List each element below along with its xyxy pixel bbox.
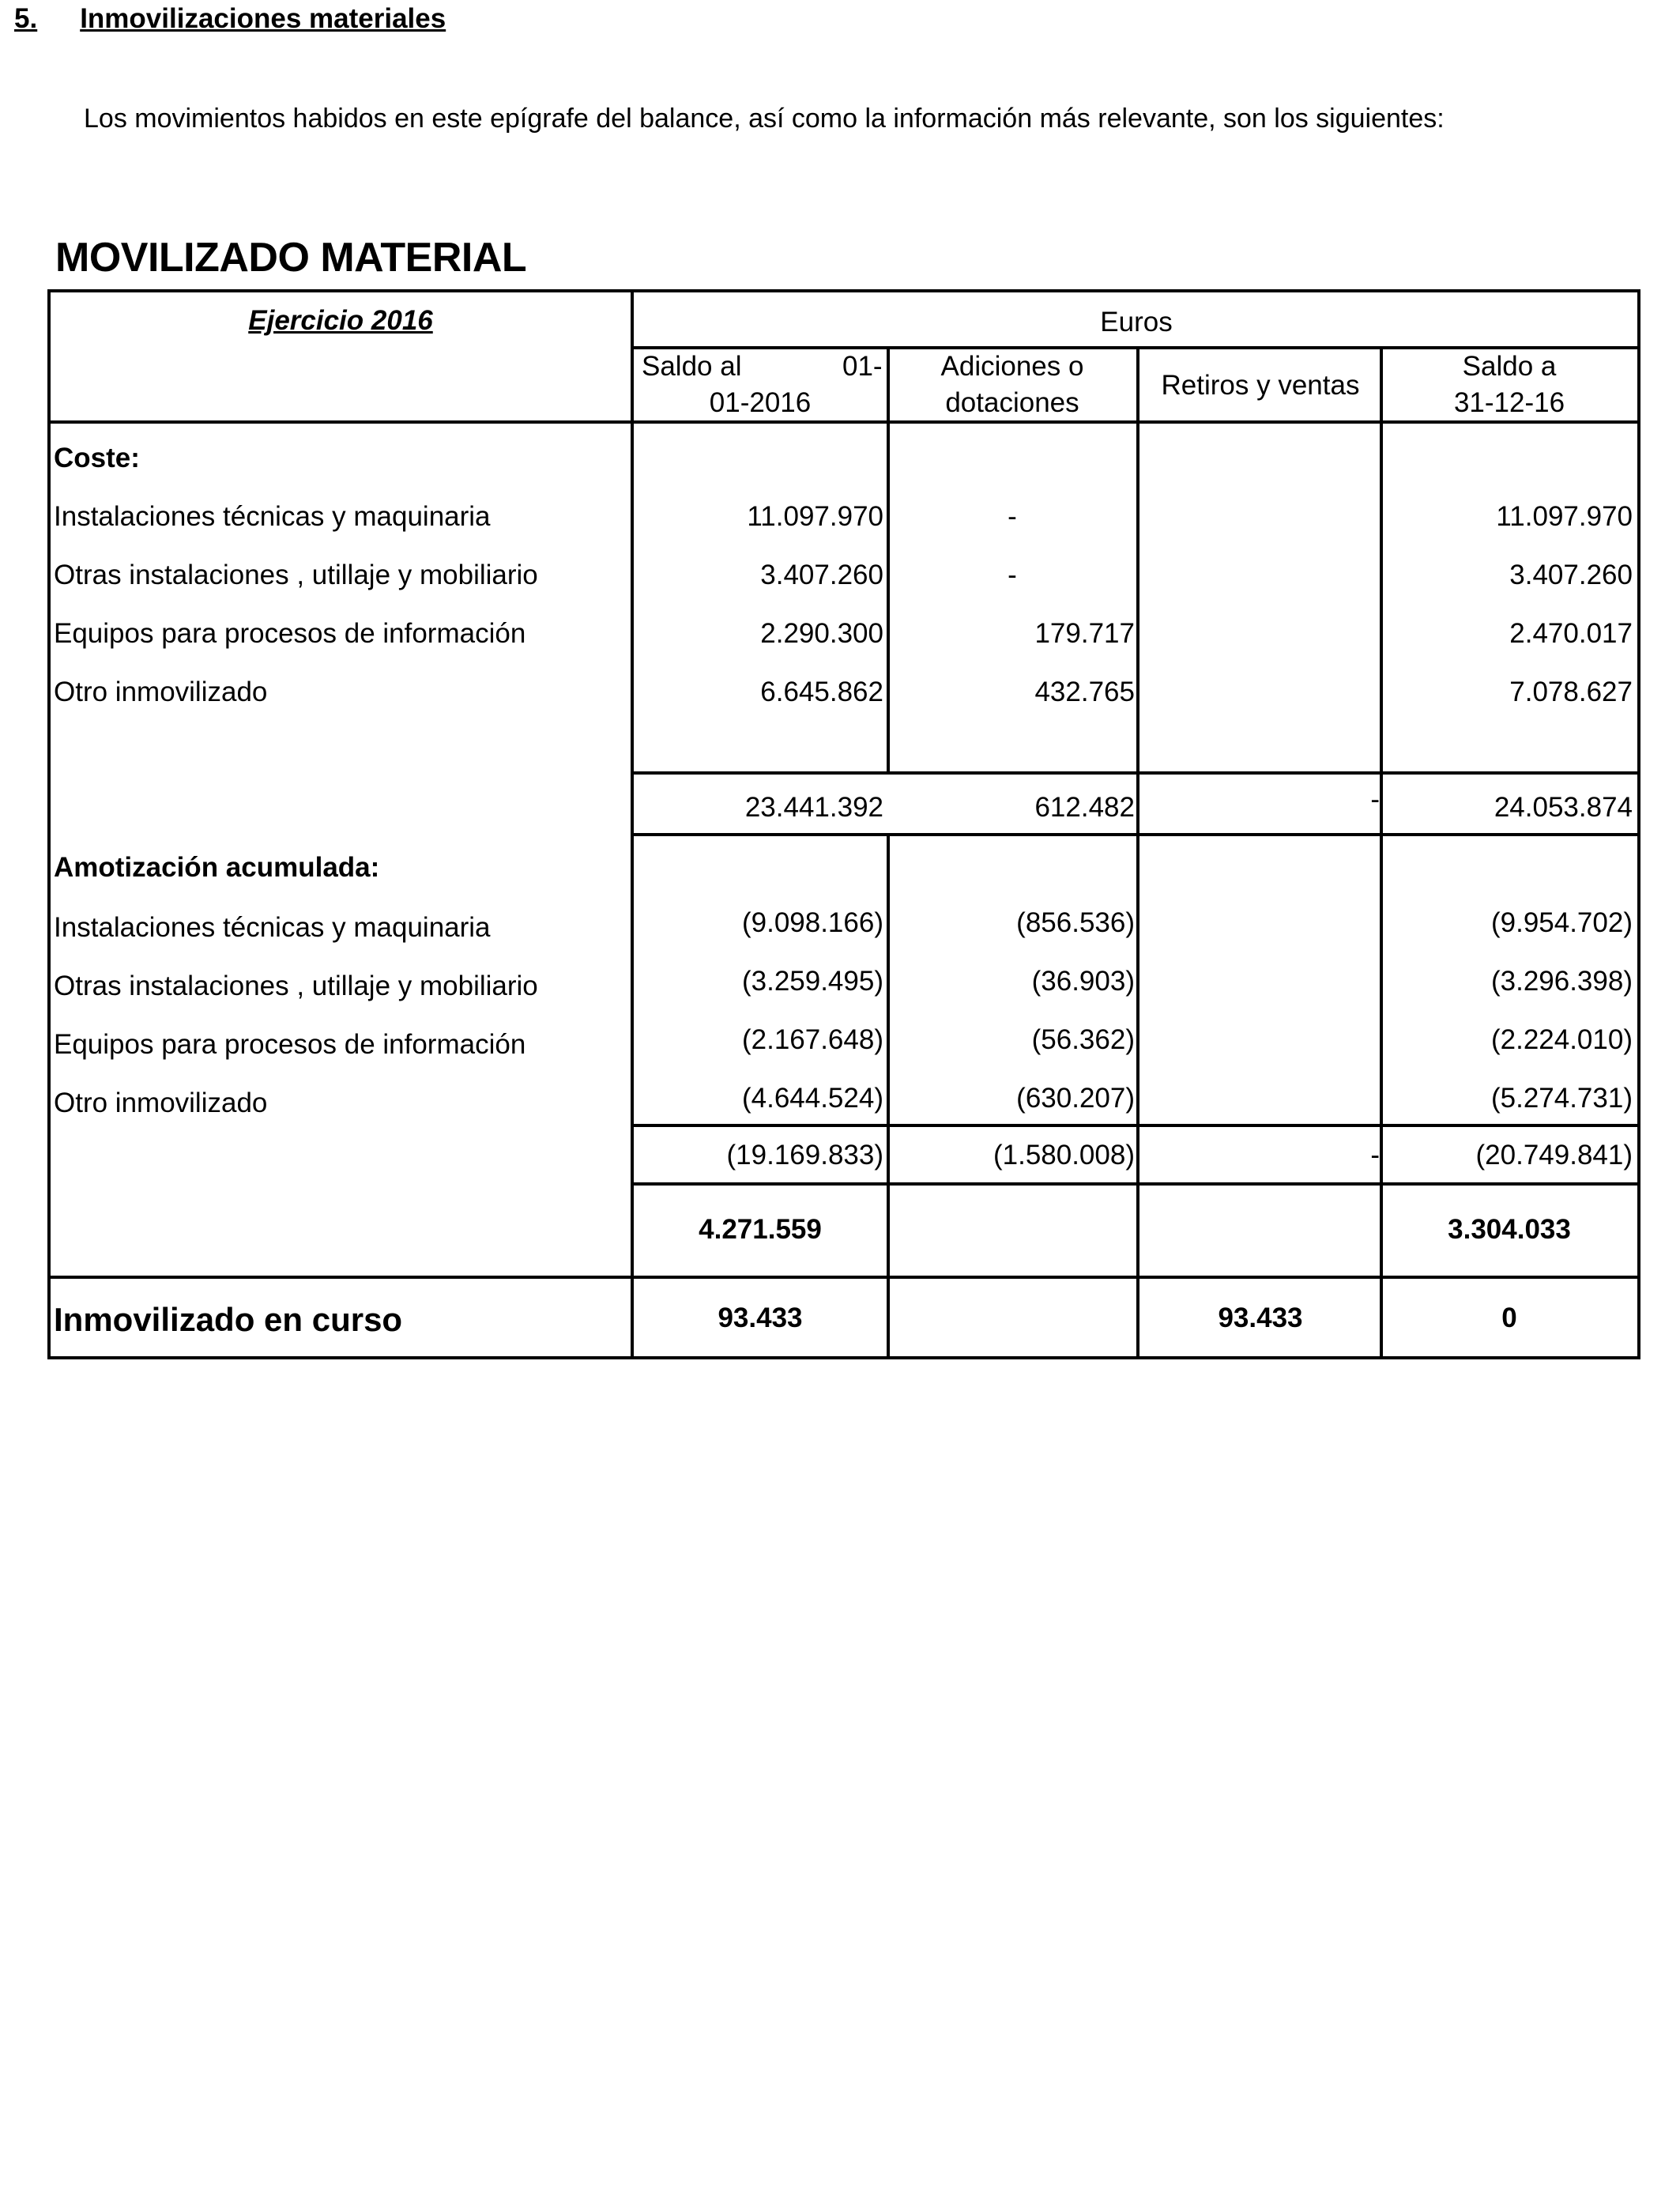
amortization-row-additions: (856.536) xyxy=(1016,907,1135,938)
section-title: Inmovilizaciones materiales xyxy=(80,3,446,34)
col4-header-line1: Saldo a xyxy=(1462,351,1557,382)
cost-section-label: Coste: xyxy=(54,443,140,473)
net-opening: 4.271.559 xyxy=(699,1214,822,1245)
currency-label: Euros xyxy=(1100,307,1173,337)
cost-row-additions: - xyxy=(1008,501,1017,532)
amortization-row-closing: (3.296.398) xyxy=(1490,966,1633,997)
amortization-row-label: Equipos para procesos de información xyxy=(54,1029,526,1060)
col4-header-line2: 31-12-16 xyxy=(1453,387,1565,418)
cost-row-label: Instalaciones técnicas y maquinaria xyxy=(54,501,491,532)
col3-header: Retiros y ventas xyxy=(1161,370,1360,401)
amortization-row-opening: (3.259.495) xyxy=(741,966,883,997)
amortization-row-closing: (5.274.731) xyxy=(1490,1083,1633,1114)
cost-row-opening: 2.290.300 xyxy=(760,618,883,649)
col1-header-line1-left: Saldo al xyxy=(642,351,742,382)
amortization-row-opening: (2.167.648) xyxy=(741,1024,883,1055)
col2-header-line1: Adiciones o xyxy=(940,351,1084,382)
amortization-total-closing: (20.749.841) xyxy=(1475,1140,1633,1171)
cost-row-additions: 432.765 xyxy=(1034,677,1135,707)
section-heading xyxy=(14,3,446,35)
amortization-row-label: Otras instalaciones , utillaje y mobiliario xyxy=(54,971,538,1001)
amortization-total-additions: (1.580.008) xyxy=(993,1140,1135,1171)
cost-row-additions: - xyxy=(1008,560,1017,590)
cost-row-additions: 179.717 xyxy=(1034,618,1135,649)
amortization-row-additions: (56.362) xyxy=(1031,1024,1135,1055)
col1-header-line1-right: 01- xyxy=(842,351,883,382)
amortization-total-disposals: - xyxy=(1370,1140,1380,1171)
cost-row-closing: 3.407.260 xyxy=(1509,560,1633,590)
cost-total-disposals: - xyxy=(1370,784,1380,815)
col2-header-line2: dotaciones xyxy=(945,387,1079,418)
cost-row-label: Equipos para procesos de información xyxy=(54,618,526,649)
amortization-row-opening: (9.098.166) xyxy=(741,907,883,938)
cost-row-closing: 7.078.627 xyxy=(1509,677,1633,707)
amortization-row-additions: (36.903) xyxy=(1031,966,1135,997)
exercise-label: Ejercicio 2016 xyxy=(248,305,433,336)
amortization-section-label: Amotización acumulada: xyxy=(54,852,380,883)
amortization-row-label: Instalaciones técnicas y maquinaria xyxy=(54,912,491,943)
in-progress-closing: 0 xyxy=(1501,1302,1517,1333)
in-progress-opening: 93.433 xyxy=(718,1302,803,1333)
cost-row-opening: 3.407.260 xyxy=(760,560,883,590)
amortization-row-closing: (9.954.702) xyxy=(1490,907,1633,938)
in-progress-label: Inmovilizado en curso xyxy=(54,1301,403,1338)
amortization-row-label: Otro inmovilizado xyxy=(54,1088,268,1118)
cost-row-opening: 11.097.970 xyxy=(747,501,883,532)
table-title: MOVILIZADO MATERIAL xyxy=(55,235,527,281)
cost-total-additions: 612.482 xyxy=(1034,792,1135,823)
net-closing: 3.304.033 xyxy=(1448,1214,1571,1245)
in-progress-disposals: 93.433 xyxy=(1218,1302,1303,1333)
cost-row-closing: 2.470.017 xyxy=(1509,618,1633,649)
amortization-row-closing: (2.224.010) xyxy=(1490,1024,1633,1055)
col1-header-line2: 01-2016 xyxy=(709,387,812,418)
cost-row-closing: 11.097.970 xyxy=(1496,501,1633,532)
section-number: 5. xyxy=(14,3,38,34)
cost-total-opening: 23.441.392 xyxy=(744,792,883,823)
cost-total-closing: 24.053.874 xyxy=(1494,792,1633,823)
amortization-row-opening: (4.644.524) xyxy=(741,1083,883,1114)
amortization-total-opening: (19.169.833) xyxy=(726,1140,883,1171)
intro-paragraph: Los movimientos habidos en este epígrafe del balance, así como la información más relevante, son los siguientes: xyxy=(84,104,1445,134)
cost-row-label: Otro inmovilizado xyxy=(54,677,268,707)
cost-row-label: Otras instalaciones , utillaje y mobiliario xyxy=(54,560,538,590)
amortization-row-additions: (630.207) xyxy=(1016,1083,1135,1114)
cost-row-opening: 6.645.862 xyxy=(760,677,883,707)
